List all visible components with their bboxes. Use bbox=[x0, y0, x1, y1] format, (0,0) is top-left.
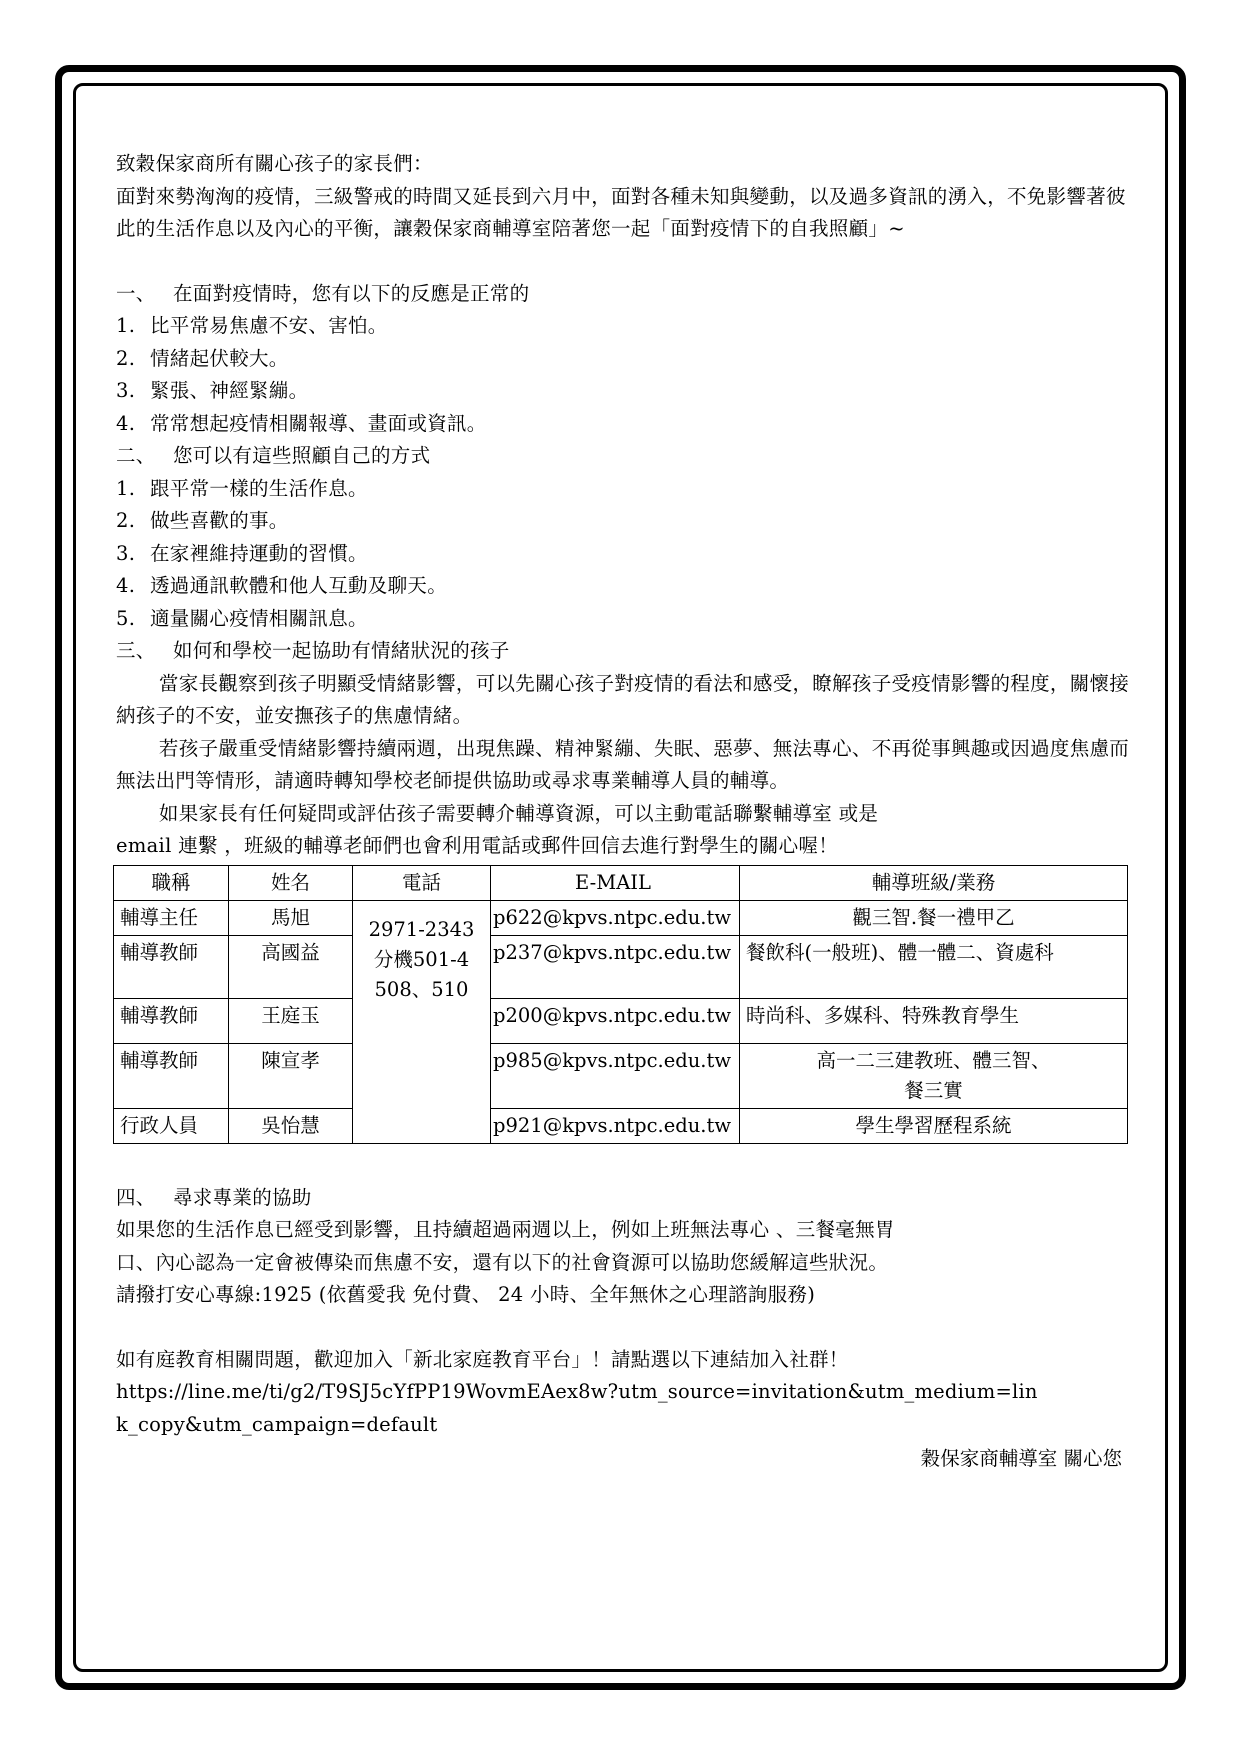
duty-cell: 學生學習歷程系統 bbox=[740, 1108, 1128, 1143]
counselor-table bbox=[113, 865, 1128, 1144]
name-cell: 陳宣孝 bbox=[229, 1043, 353, 1108]
list-item: 1. 跟平常一樣的生活作息。 bbox=[116, 476, 368, 500]
section4-line2: 口、內心認為一定會被傳染而焦慮不安，還有以下的社會資源可以協助您緩解這些狀況。 bbox=[116, 1250, 889, 1274]
title-cell: 輔導主任 bbox=[114, 900, 229, 935]
section4-heading: 四、 尋求專業的協助 bbox=[116, 1185, 312, 1209]
section3-heading: 三、 如何和學校一起協助有情緒狀況的孩子 bbox=[116, 639, 510, 662]
table-row bbox=[114, 1043, 1128, 1108]
name-cell: 吳怡慧 bbox=[229, 1108, 353, 1143]
list-item: 3. 在家裡維持運動的習慣。 bbox=[116, 541, 368, 565]
duty-cell: 觀三智.餐一禮甲乙 bbox=[740, 900, 1128, 935]
table-row bbox=[114, 1108, 1128, 1143]
list-item: 5. 適量關心疫情相關訊息。 bbox=[116, 606, 368, 630]
table-header-row bbox=[114, 865, 1128, 900]
name-cell: 馬旭 bbox=[229, 900, 353, 935]
greeting: 致穀保家商所有關心孩子的家長們： bbox=[116, 152, 433, 175]
column-header: 輔導班級/業務 bbox=[740, 865, 1128, 900]
title-cell: 輔導教師 bbox=[114, 1043, 229, 1108]
column-header: E-MAIL bbox=[491, 865, 740, 900]
column-header: 姓名 bbox=[229, 865, 353, 900]
intro-paragraph: 面對來勢洶洶的疫情，三級警戒的時間又延長到六月中，面對各種未知與變動，以及過多資訊的湧入，不免影響著彼此的生活作息以及內心的平衡，讓穀保家商輔導室陪著您一起「面對疫情下的自我照顧」~ bbox=[116, 184, 1126, 240]
section2-heading: 二、 您可以有這些照顧自己的方式 bbox=[116, 444, 431, 467]
table-row bbox=[114, 935, 1128, 998]
section3-paragraph-3-line1: 如果家長有任何疑問或評估孩子需要轉介輔導資源，可以主動電話聯繫輔導室 或是 bbox=[158, 801, 879, 825]
name-cell: 王庭玉 bbox=[229, 998, 353, 1043]
list-item: 4. 常常想起疫情相關報導、畫面或資訊。 bbox=[116, 411, 487, 435]
title-cell: 輔導教師 bbox=[114, 935, 229, 998]
section3-paragraph-2: 若孩子嚴重受情緒影響持續兩週，出現焦躁、精神緊繃、失眠、惡夢、無法專心、不再從事興趣或因過度焦慮而無法出門等情形，請適時轉知學校老師提供協助或尋求專業輔導人員的輔導。 bbox=[116, 736, 1130, 792]
list-item: 4. 透過通訊軟體和他人互動及聊天。 bbox=[116, 574, 448, 597]
list-item: 2. 做些喜歡的事。 bbox=[116, 509, 289, 532]
section3-paragraph-3-line2: email 連繫 ，班級的輔導老師們也會利用電話或郵件回信去進行對學生的關心喔！ bbox=[116, 834, 839, 857]
section3-paragraph-1: 當家長觀察到孩子明顯受情緒影響，可以先關心孩子對疫情的看法和感受，瞭解孩子受疫情影響的程度，關懷接納孩子的不安，並安撫孩子的焦慮情緒。 bbox=[116, 671, 1130, 727]
email-cell[interactable]: p237@kpvs.ntpc.edu.tw bbox=[491, 935, 740, 998]
name-cell: 高國益 bbox=[229, 935, 353, 998]
list-item: 3. 緊張、神經緊繃。 bbox=[116, 379, 309, 402]
family-education-note: 如有庭教育相關問題，歡迎加入「新北家庭教育平台」！請點選以下連結加入社群！ bbox=[116, 1347, 849, 1371]
list-item: 1. 比平常易焦慮不安、害怕。 bbox=[116, 314, 388, 337]
section1-heading: 一、 在面對疫情時，您有以下的反應是正常的 bbox=[116, 281, 530, 305]
email-cell[interactable]: p921@kpvs.ntpc.edu.tw bbox=[491, 1108, 740, 1143]
duty-cell: 高一二三建教班、體三智、 餐三實 bbox=[740, 1043, 1128, 1108]
table-row bbox=[114, 998, 1128, 1043]
title-cell: 輔導教師 bbox=[114, 998, 229, 1043]
column-header: 職稱 bbox=[114, 865, 229, 900]
hotline-info: 請撥打安心專線:1925 (依舊愛我 免付費、 24 小時、全年無休之心理諮詢服務) bbox=[116, 1283, 816, 1306]
signature: 穀保家商輔導室 關心您 bbox=[920, 1447, 1122, 1470]
email-cell[interactable]: p622@kpvs.ntpc.edu.tw bbox=[491, 900, 740, 935]
letter-content bbox=[116, 148, 1136, 1476]
email-cell[interactable]: p200@kpvs.ntpc.edu.tw bbox=[491, 998, 740, 1043]
column-header: 電話 bbox=[353, 865, 491, 900]
email-cell[interactable]: p985@kpvs.ntpc.edu.tw bbox=[491, 1043, 740, 1108]
list-item: 2. 情緒起伏較大。 bbox=[116, 346, 289, 370]
table-row bbox=[114, 900, 1128, 935]
duty-cell: 時尚科、多媒科、特殊教育學生 bbox=[740, 998, 1128, 1043]
phone-cell: 2971-2343 分機501-4 508、510 bbox=[353, 900, 491, 1143]
duty-cell: 餐飲科(一般班)、體一體二、資處科 bbox=[740, 935, 1128, 998]
section4-line1: 如果您的生活作息已經受到影響，且持續超過兩週以上，例如上班無法專心 、三餐毫無胃 bbox=[116, 1218, 895, 1241]
title-cell: 行政人員 bbox=[114, 1108, 229, 1143]
line-group-link[interactable]: https://line.me/ti/g2/T9SJ5cYfPP19WovmEAex8w?utm_source=invitation&utm_medium=lin k_copy&utm_campaign=default bbox=[116, 1380, 1038, 1436]
